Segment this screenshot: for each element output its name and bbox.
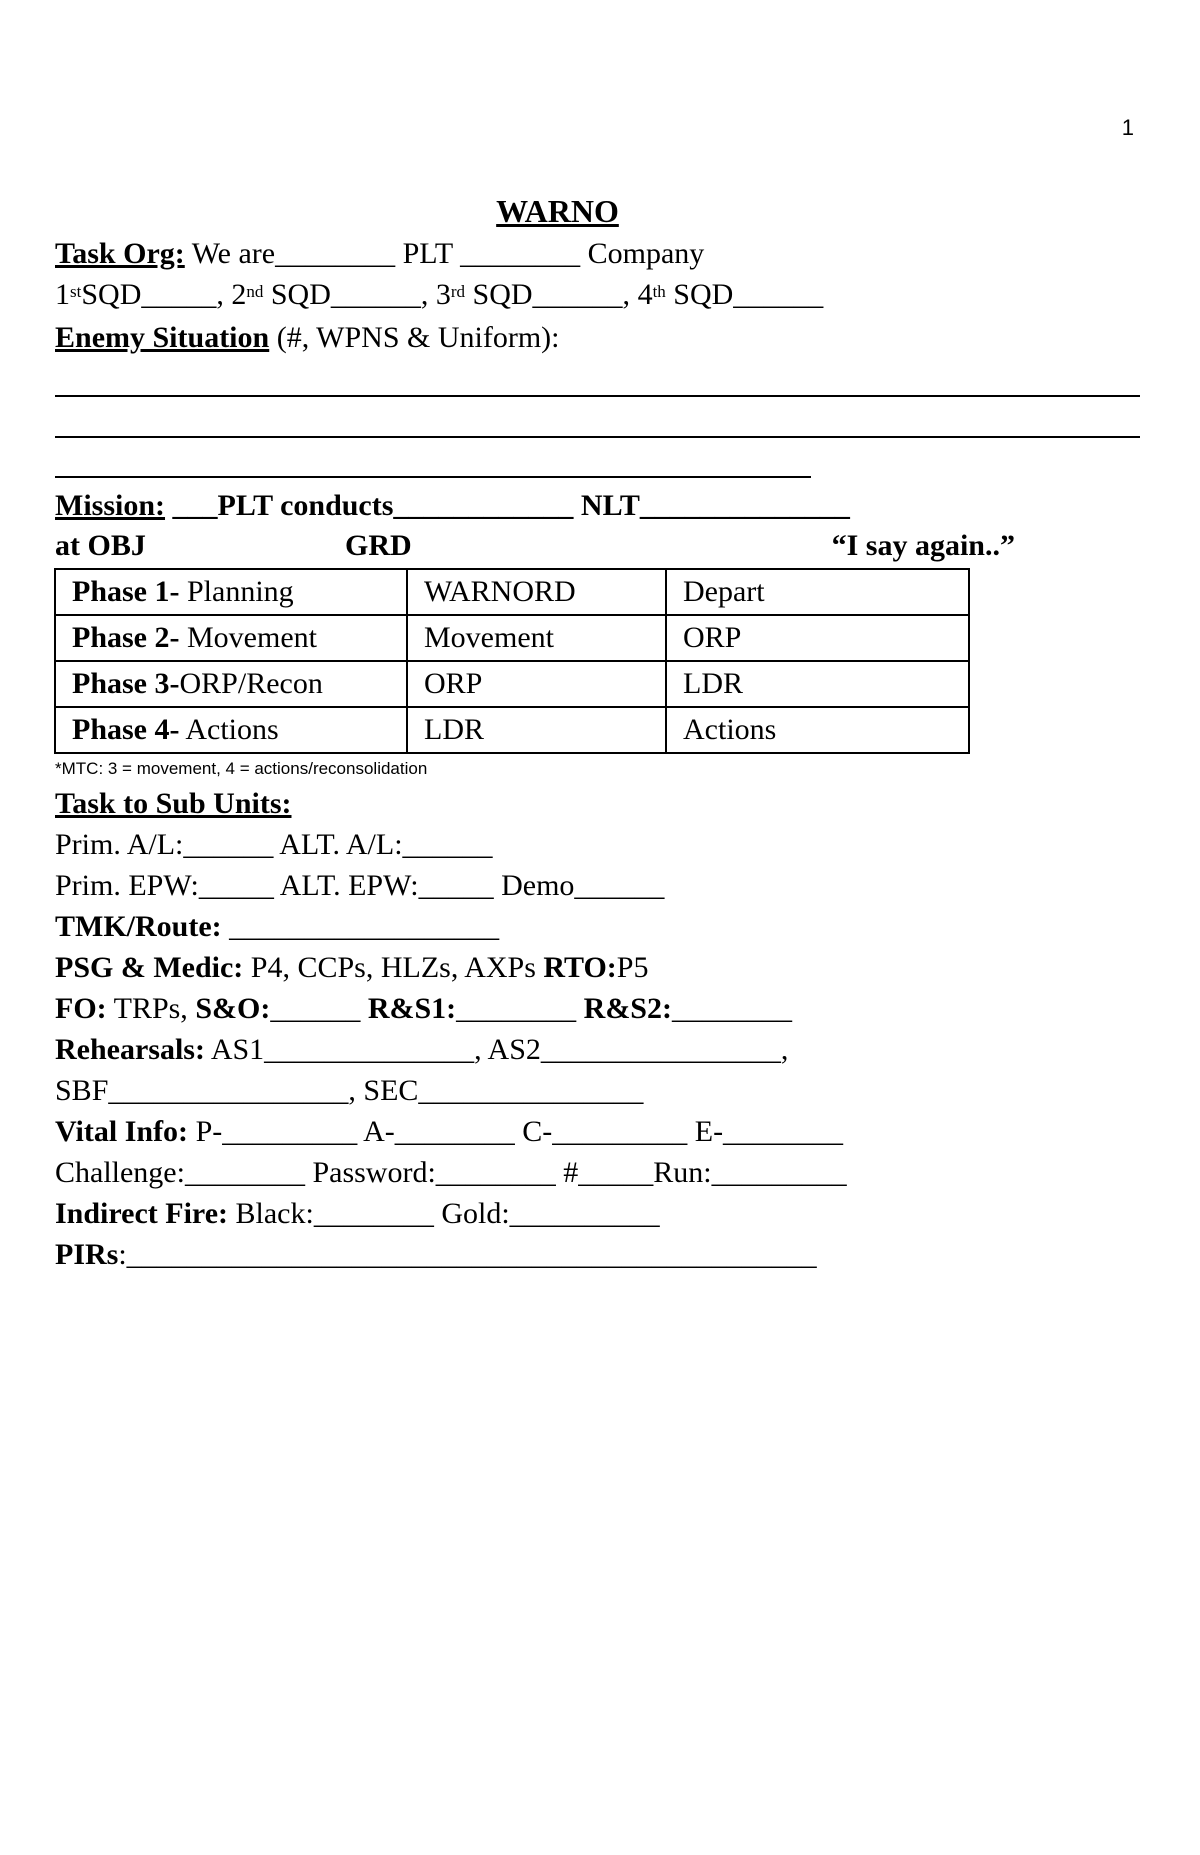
mission-label: Mission: xyxy=(55,489,166,522)
phase-start: LDR xyxy=(407,707,666,753)
psg-text: P4, CCPs, HLZs, AXPs xyxy=(243,951,544,984)
phase-label: Phase 2- xyxy=(72,621,180,654)
phase-end: Depart xyxy=(666,569,969,615)
phase-name: Planning xyxy=(179,575,294,608)
rehearsals-text: AS1______________, AS2________________, xyxy=(204,1033,789,1066)
tmk-label: TMK/Route: xyxy=(55,910,222,943)
rs1-label: R&S1: xyxy=(367,992,457,1025)
phase-row xyxy=(55,569,969,615)
phase-name: Actions xyxy=(179,713,279,746)
sqd1-field: SQD_____, xyxy=(81,278,232,311)
fo-label: FO: xyxy=(55,992,107,1025)
squads-line xyxy=(55,278,823,312)
tmk-text: __________________ xyxy=(221,910,500,943)
pirs-label: PIRs xyxy=(55,1238,119,1271)
phase-table xyxy=(54,568,970,754)
obj-line xyxy=(55,529,1015,563)
phase-label: Phase 4- xyxy=(72,713,180,746)
sqd4-field: SQD______ xyxy=(665,278,824,311)
say-again-text: “I say again..” xyxy=(831,529,1015,562)
page-number: 1 xyxy=(1121,115,1134,140)
indirect-fire-text: Black:________ Gold:__________ xyxy=(228,1197,660,1230)
rehearsals-line xyxy=(55,1033,788,1067)
so-text: ______ xyxy=(270,992,368,1025)
enemy-blank-line-2 xyxy=(55,436,1140,438)
phase-row xyxy=(55,615,969,661)
sbf-line: SBF________________, SEC_______________ xyxy=(55,1074,644,1107)
phase-end: ORP xyxy=(666,615,969,661)
vital-info-line xyxy=(55,1115,843,1149)
task-sub-units-heading: Task to Sub Units: xyxy=(55,787,292,820)
prim-epw-line: Prim. EPW:_____ ALT. EPW:_____ Demo______ xyxy=(55,869,665,902)
mission-text: ___PLT conducts____________ NLT______________ xyxy=(165,489,850,522)
pirs-text: :______________________________________________ xyxy=(118,1238,817,1271)
grd-label: GRD xyxy=(345,529,412,562)
enemy-label: Enemy Situation xyxy=(55,321,270,354)
sqd3-sup: rd xyxy=(450,282,466,301)
phase-row xyxy=(55,661,969,707)
phase-label: Phase 3- xyxy=(72,667,180,700)
phase-start: Movement xyxy=(407,615,666,661)
vital-info-label: Vital Info: xyxy=(55,1115,189,1148)
enemy-line xyxy=(55,321,560,355)
sqd3-num: 3 xyxy=(435,278,451,311)
enemy-blank-line-3 xyxy=(55,476,811,478)
tmk-line xyxy=(55,910,499,944)
phase-row xyxy=(55,707,969,753)
task-org-label: Task Org: xyxy=(55,237,185,270)
rs2-label: R&S2: xyxy=(583,992,672,1025)
indirect-fire-label: Indirect Fire: xyxy=(55,1197,229,1230)
rs1-text: ________ xyxy=(456,992,584,1025)
sqd2-sup: nd xyxy=(246,282,264,301)
fo-text: TRPs, xyxy=(106,992,196,1025)
vital-info-text: P-_________ A-________ C-_________ E-________ xyxy=(188,1115,844,1148)
indirect-fire-line xyxy=(55,1197,660,1231)
rs2-text: ________ xyxy=(672,992,792,1025)
challenge-line: Challenge:________ Password:________ #_____Run:_________ xyxy=(55,1156,847,1189)
prim-al-line: Prim. A/L:______ ALT. A/L:______ xyxy=(55,828,493,861)
obj-label: at OBJ xyxy=(55,529,146,562)
rehearsals-label: Rehearsals: xyxy=(55,1033,205,1066)
mtc-note: *MTC: 3 = movement, 4 = actions/reconsolidation xyxy=(55,759,428,778)
enemy-blank-line-1 xyxy=(55,395,1140,397)
mission-line xyxy=(55,489,850,523)
sqd4-sup: th xyxy=(652,282,666,301)
fo-line xyxy=(55,992,792,1026)
rto-label: RTO: xyxy=(543,951,617,984)
psg-line xyxy=(55,951,648,985)
sqd1-num: 1 xyxy=(55,278,70,311)
so-label: S&O: xyxy=(195,992,271,1025)
psg-label: PSG & Medic: xyxy=(55,951,244,984)
pirs-line xyxy=(55,1238,817,1272)
sqd4-num: 4 xyxy=(637,278,653,311)
sqd1-sup: st xyxy=(70,282,82,301)
phase-end: Actions xyxy=(666,707,969,753)
phase-cell xyxy=(55,707,407,753)
task-org-text: We are________ PLT ________ Company xyxy=(184,237,705,270)
sqd2-field: SQD______, xyxy=(263,278,436,311)
enemy-text: (#, WPNS & Uniform): xyxy=(269,321,560,354)
phase-start: WARNORD xyxy=(407,569,666,615)
phase-label: Phase 1- xyxy=(72,575,180,608)
phase-end: LDR xyxy=(666,661,969,707)
phase-cell xyxy=(55,661,407,707)
phase-cell xyxy=(55,615,407,661)
sqd2-num: 2 xyxy=(231,278,247,311)
sqd3-field: SQD______, xyxy=(465,278,638,311)
phase-name: ORP/Recon xyxy=(179,667,323,700)
rto-text: P5 xyxy=(616,951,649,984)
task-org-line xyxy=(55,237,704,271)
document-title: WARNO xyxy=(496,193,619,229)
phase-start: ORP xyxy=(407,661,666,707)
phase-name: Movement xyxy=(179,621,317,654)
phase-cell xyxy=(55,569,407,615)
